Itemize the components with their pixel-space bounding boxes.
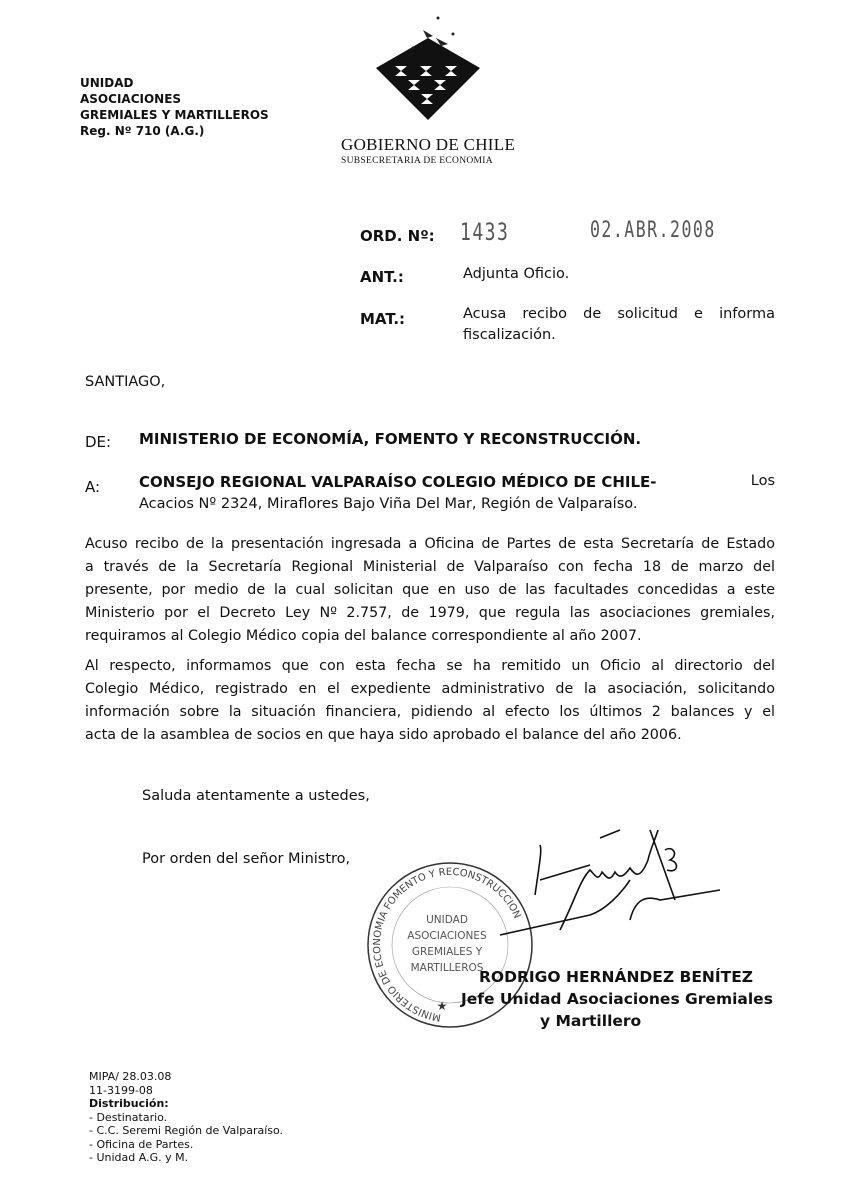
ant-value: Adjunta Oficio.	[463, 266, 570, 282]
signatory-title: y Martillero	[540, 1012, 642, 1030]
distribution-item: - Destinatario.	[89, 1110, 168, 1124]
a-value-line2: Acacios Nº 2324, Miraflores Bajo Viña Del Mar, Región de Valparaíso.	[139, 496, 638, 512]
stamp-line: MARTILLEROS	[410, 962, 484, 974]
closing: Saluda atentamente a ustedes,	[142, 788, 370, 804]
logo-title: GOBIERNO DE CHILE	[341, 135, 516, 154]
signatory-title: Jefe Unidad Asociaciones Gremiales	[461, 990, 773, 1008]
mat-label: MAT.:	[360, 310, 406, 328]
unit-header	[80, 75, 269, 139]
gobierno-de-chile-logo	[368, 8, 488, 123]
a-value-rest: Los	[750, 473, 775, 489]
ord-date: 02.ABR.2008	[590, 218, 716, 243]
svg-text:★: ★	[436, 999, 448, 1013]
mat-value-line: fiscalización.	[463, 327, 556, 343]
logo-subtitle: SUBSECRETARIA DE ECONOMIA	[341, 156, 493, 166]
paragraph2-line: Colegio Médico, registrado en el expediente administrativo de la asociación, solicitando	[85, 681, 775, 697]
unit-line: ASOCIACIONES	[80, 92, 182, 106]
de-label: DE:	[85, 433, 112, 451]
paragraph1-line: Acuso recibo de la presentación ingresada a Oficina de Partes de esta Secretaría de Estado	[85, 536, 775, 552]
unit-line: Reg. Nº 710 (A.G.)	[80, 124, 205, 138]
de-value: MINISTERIO DE ECONOMÍA, FOMENTO Y RECONSTRUCCIÓN.	[139, 430, 642, 448]
unit-line: GREMIALES Y MARTILLEROS	[80, 108, 269, 122]
paragraph2-line: Al respecto, informamos que con esta fecha se ha remitido un Oficio al directorio del	[85, 658, 775, 674]
paragraph2-line: información sobre la situación financiera, pidiendo al efecto los últimos 2 balances y el	[85, 704, 775, 720]
ord-label: ORD. Nº:	[360, 227, 435, 245]
svg-text:MINISTERIO DE ECONOMIA FOMENTO: MINISTERIO DE ECONOMIA FOMENTO Y RECONSTRUCCION	[371, 866, 523, 1023]
a-value-bold: CONSEJO REGIONAL VALPARAÍSO COLEGIO MÉDICO DE CHILE-	[139, 473, 657, 491]
a-label: A:	[85, 478, 101, 496]
stamp-line: GREMIALES Y	[411, 946, 483, 958]
stamp-line: UNIDAD	[426, 914, 468, 926]
reference-initials: MIPA/ 28.03.08	[89, 1070, 172, 1083]
mat-value-line: Acusa recibo de solicitud e informa	[463, 306, 775, 322]
distribution-item: - Oficina de Partes.	[89, 1137, 194, 1151]
place: SANTIAGO,	[85, 374, 166, 390]
ant-label: ANT.:	[360, 268, 404, 286]
paragraph1-line: requiramos al Colegio Médico copia del balance correspondiente al año 2007.	[85, 628, 642, 644]
ord-number: 1433	[460, 218, 510, 246]
handwritten-signature	[480, 820, 730, 950]
distribution-item: - Unidad A.G. y M.	[89, 1151, 189, 1164]
paragraph1-line: a través de la Secretaría Regional Ministerial de Valparaíso con fecha 18 de marzo del	[85, 559, 775, 575]
by-order: Por orden del señor Ministro,	[142, 851, 351, 867]
paragraph1-line: Ministerio por el Decreto Ley Nº 2.757, de 1979, que regula las asociaciones gremiales,	[85, 605, 775, 621]
stamp-line: ASOCIACIONES	[407, 930, 487, 942]
a-value-line1	[139, 473, 775, 491]
signatory-name: RODRIGO HERNÁNDEZ BENÍTEZ	[479, 968, 754, 986]
unit-line: UNIDAD	[80, 76, 134, 90]
distribution-label: Distribución:	[89, 1097, 169, 1110]
paragraph1-line: presente, por medio de la cual solicitan que en uso de las facultades concedidas a este	[85, 582, 775, 598]
paragraph2-line: acta de la asamblea de socios en que haya sido aprobado el balance del año 2006.	[85, 727, 682, 743]
footer	[89, 1070, 283, 1165]
reference-number: 11-3199-08	[89, 1083, 153, 1097]
distribution-item: - C.C. Seremi Región de Valparaíso.	[89, 1124, 284, 1137]
